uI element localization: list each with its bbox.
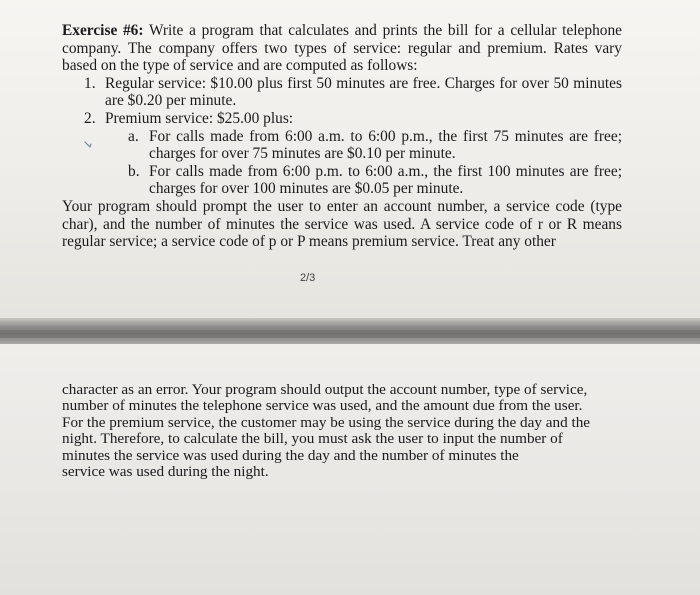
list-item-text: Premium service: $25.00 plus: <box>105 109 294 127</box>
continuation-text <box>62 382 607 480</box>
text-line: night. Therefore, to calculate the bill, you must ask the user to input the number of <box>62 430 563 448</box>
sub-list-item <box>62 128 622 163</box>
sub-list-item-text: For calls made from 6:00 a.m. to 6:00 p.m., the first 75 minutes are free; charges for over 75 minutes are $0.10 per minute. <box>149 127 622 163</box>
text-line: For the premium service, the customer may be using the service during the day and the <box>62 413 591 431</box>
text-line: minutes the service was used during the day and the number of minutes the <box>62 446 519 464</box>
pen-mark-icon <box>84 140 94 150</box>
exercise-intro-text: Write a program that calculates and prints the bill for a cellular telephone company. The company offers two types of service: regular and premium. Rates vary based on the type of service and are computed as follows: <box>62 22 623 75</box>
sub-list-item-letter: a. <box>128 127 139 145</box>
exercise-text <box>62 22 622 251</box>
list-item <box>62 75 622 110</box>
page-number: 2/3 <box>300 272 316 284</box>
page-gap-shadow <box>0 330 700 338</box>
list-item-number: 1. <box>84 74 96 92</box>
list-item-text: Regular service: $10.00 plus first 50 minutes are free. Charges for over 50 minutes are $0.20 per minute. <box>105 74 622 110</box>
sub-list-item-text: For calls made from 6:00 p.m. to 6:00 a.m., the first 100 minutes are free; charges for over 100 minutes are $0.05 per minute. <box>149 162 622 198</box>
list-item <box>62 110 622 128</box>
sub-list-item <box>62 163 622 198</box>
exercise-closing: Your program should prompt the user to enter an account number, a service code (type char), and the number of minutes the service was used. A service code of r or R means regular service; a service code of p or P means premium service. Treat any other <box>62 197 622 251</box>
text-line: service was used during the night. <box>62 463 269 481</box>
exercise-label: Exercise #6: <box>62 22 144 39</box>
sub-list-item-letter: b. <box>128 162 140 180</box>
exercise-intro <box>62 22 622 75</box>
text-line: number of minutes the telephone service was used, and the amount due from the user. <box>62 397 583 415</box>
list-item-number: 2. <box>84 109 96 127</box>
text-line: character as an error. Your program should output the account number, type of service, <box>62 381 588 398</box>
